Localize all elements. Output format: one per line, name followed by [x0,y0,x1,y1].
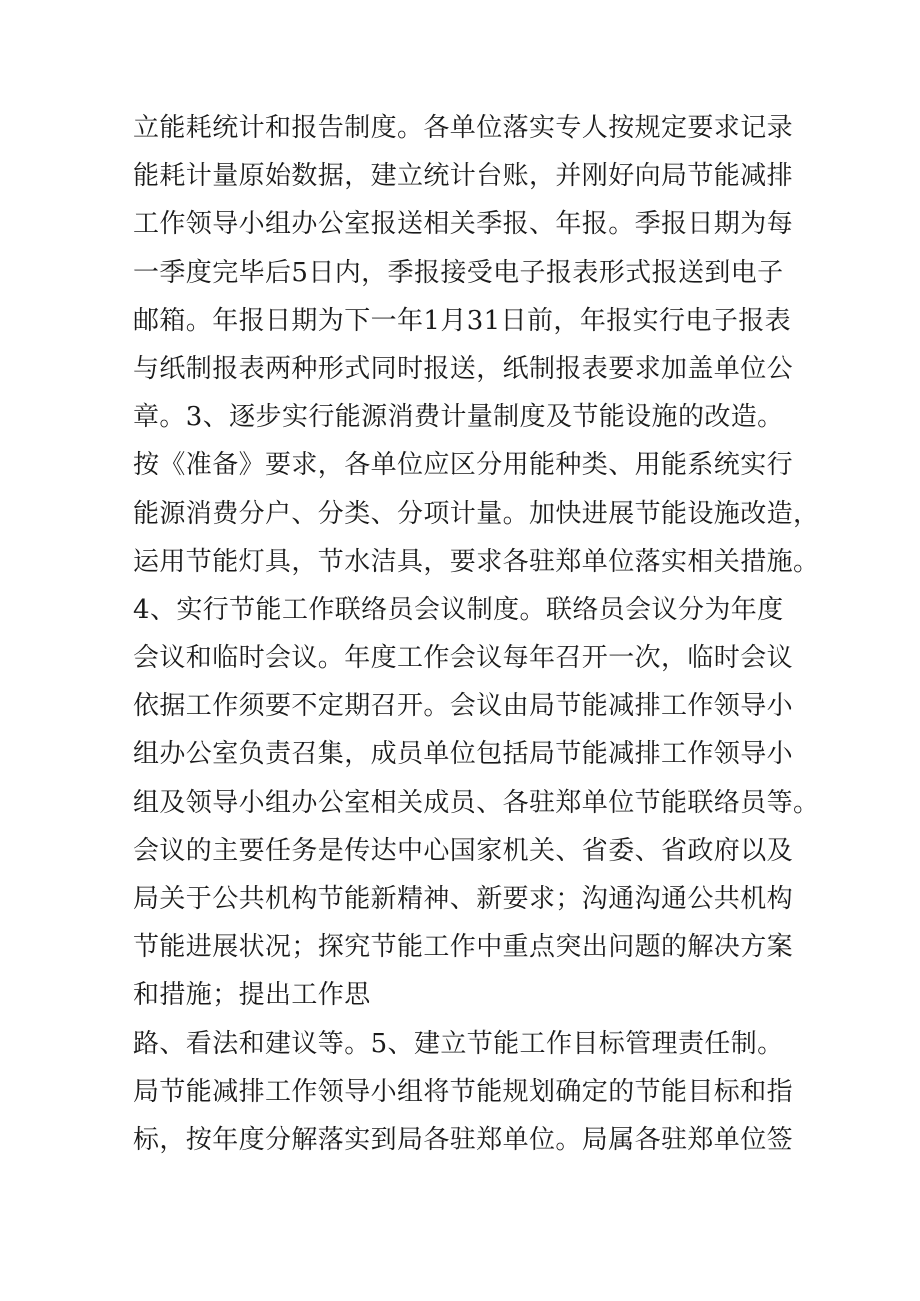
text-line: 邮箱。年报日期为下一年1月31日前，年报实行电子报表 [133,305,792,336]
text-line: 立能耗统计和报告制度。各单位落实专人按规定要求记录 [133,113,794,143]
text-line: 4、实行节能工作联络员会议制度。联络员会议分为年度 [133,594,784,625]
text-line: 依据工作须要不定期召开。会议由局节能减排工作领导小 [133,691,794,722]
text-line: 局关于公共机构节能新精神、新要求；沟通沟通公共机构 [133,884,794,914]
text-line: 节能进展状况；探究节能工作中重点突出问题的解决方案 [133,932,794,963]
text-line: 能源消费分户、分类、分项计量。加快进展节能设施改造， [133,498,820,529]
text-line: 工作领导小组办公室报送相关季报、年报。季报日期为每 [133,209,794,240]
text-line: 能耗计量原始数据，建立统计台账，并刚好向局节能减排 [133,161,794,192]
text-line: 和措施；提出工作思 [133,980,371,1011]
text-line: 运用节能灯具，节水洁具，要求各驻郑单位落实相关措施。 [133,546,820,577]
text-line: 路、看法和建议等。5、建立节能工作目标管理责任制。 [133,1028,784,1059]
text-line: 标，按年度分解落实到局各驻郑单位。局属各驻郑单位签 [133,1124,794,1155]
text-line: 与纸制报表两种形式同时报送，纸制报表要求加盖单位公 [133,353,794,384]
text-line: 会议和临时会议。年度工作会议每年召开一次，临时会议 [133,643,794,674]
text-line: 章。3、逐步实行能源消费计量制度及节能设施的改造。 [133,402,784,433]
text-line: 按《准备》要求，各单位应区分用能种类、用能系统实行 [133,450,794,481]
text-line: 组办公室负责召集，成员单位包括局节能减排工作领导小 [133,739,794,770]
text-line: 一季度完毕后5日内，季报接受电子报表形式报送到电子 [133,257,784,288]
body-text [133,104,823,1164]
text-line: 组及领导小组办公室相关成员、各驻郑单位节能联络员等。 [133,787,820,818]
text-line: 局节能减排工作领导小组将节能规划确定的节能目标和指 [133,1076,794,1107]
text-line: 会议的主要任务是传达中心国家机关、省委、省政府以及 [133,835,794,866]
